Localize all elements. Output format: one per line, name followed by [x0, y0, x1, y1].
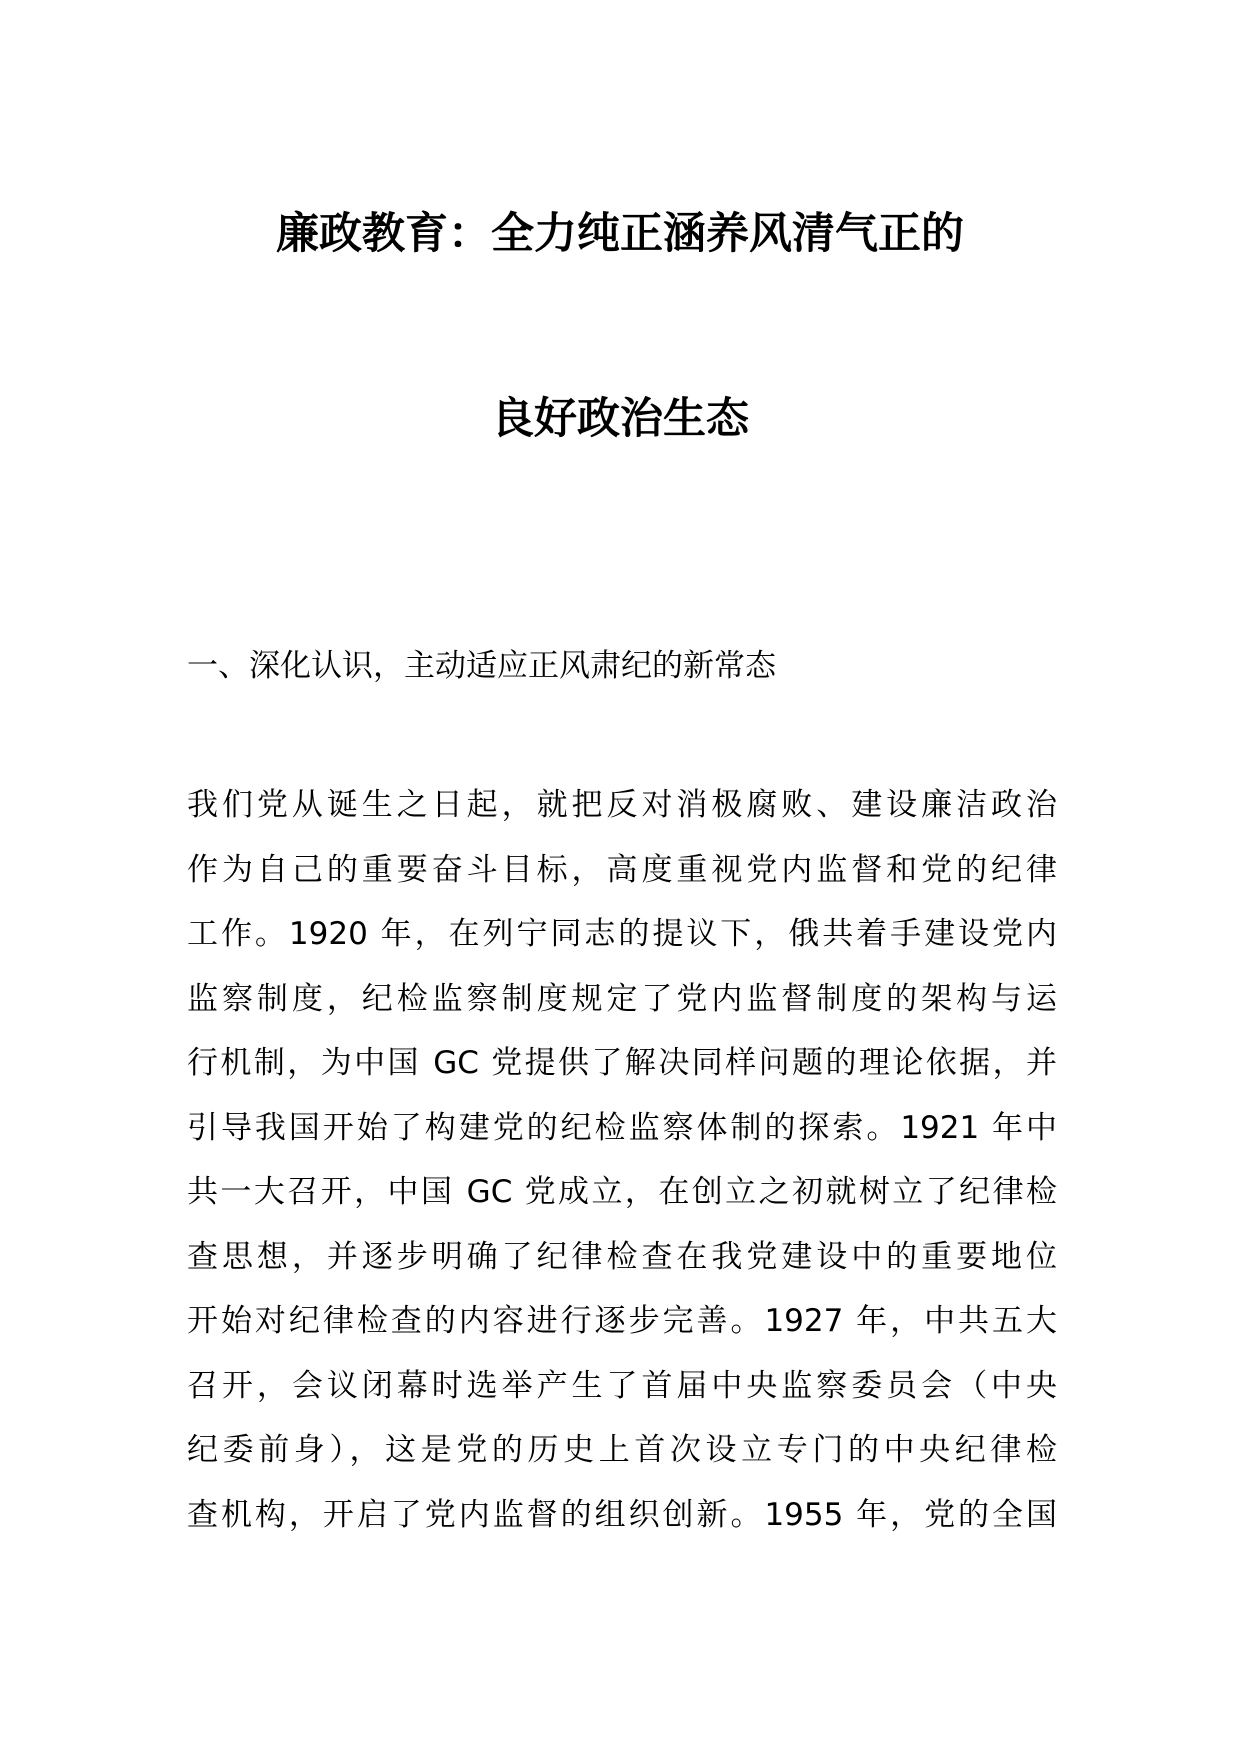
body-line: 监察制度，纪检监察制度规定了党内监督制度的架构与运 — [187, 980, 1057, 1017]
body-line: 查思想，并逐步明确了纪律检查在我党建设中的重要地位 — [187, 1238, 1057, 1275]
body-line: 工作。1920 年，在列宁同志的提议下，俄共着手建设党内 — [187, 916, 1057, 952]
title-line-1: 廉政教育：全力纯正涵养风清气正的 — [276, 209, 964, 259]
body-line: 召开，会议闭幕时选举产生了首届中央监察委员会（中央 — [187, 1367, 1057, 1404]
body-line: 我们党从诞生之日起，就把反对消极腐败、建设廉洁政治 — [187, 787, 1057, 823]
body-line: 共一大召开，中国 GC 党成立，在创立之初就树立了纪律检 — [187, 1174, 1057, 1210]
body-line: 行机制，为中国 GC 党提供了解决同样问题的理论依据，并 — [187, 1045, 1057, 1081]
body-line: 开始对纪律检查的内容进行逐步完善。1927 年，中共五大 — [187, 1303, 1057, 1339]
body-line: 引导我国开始了构建党的纪检监察体制的探索。1921 年中 — [187, 1109, 1057, 1146]
title-line-2: 良好政治生态 — [491, 394, 749, 444]
body-line: 查机构，开启了党内监督的组织创新。1955 年，党的全国 — [187, 1496, 1057, 1533]
body-paragraph — [187, 773, 1057, 1547]
body-line: 纪委前身），这是党的历史上首次设立专门的中央纪律检 — [187, 1432, 1057, 1468]
section-heading: 一、深化认识，主动适应正风肃纪的新常态 — [187, 648, 776, 684]
body-line: 作为自己的重要奋斗目标，高度重视党内监督和党的纪律 — [187, 851, 1057, 888]
